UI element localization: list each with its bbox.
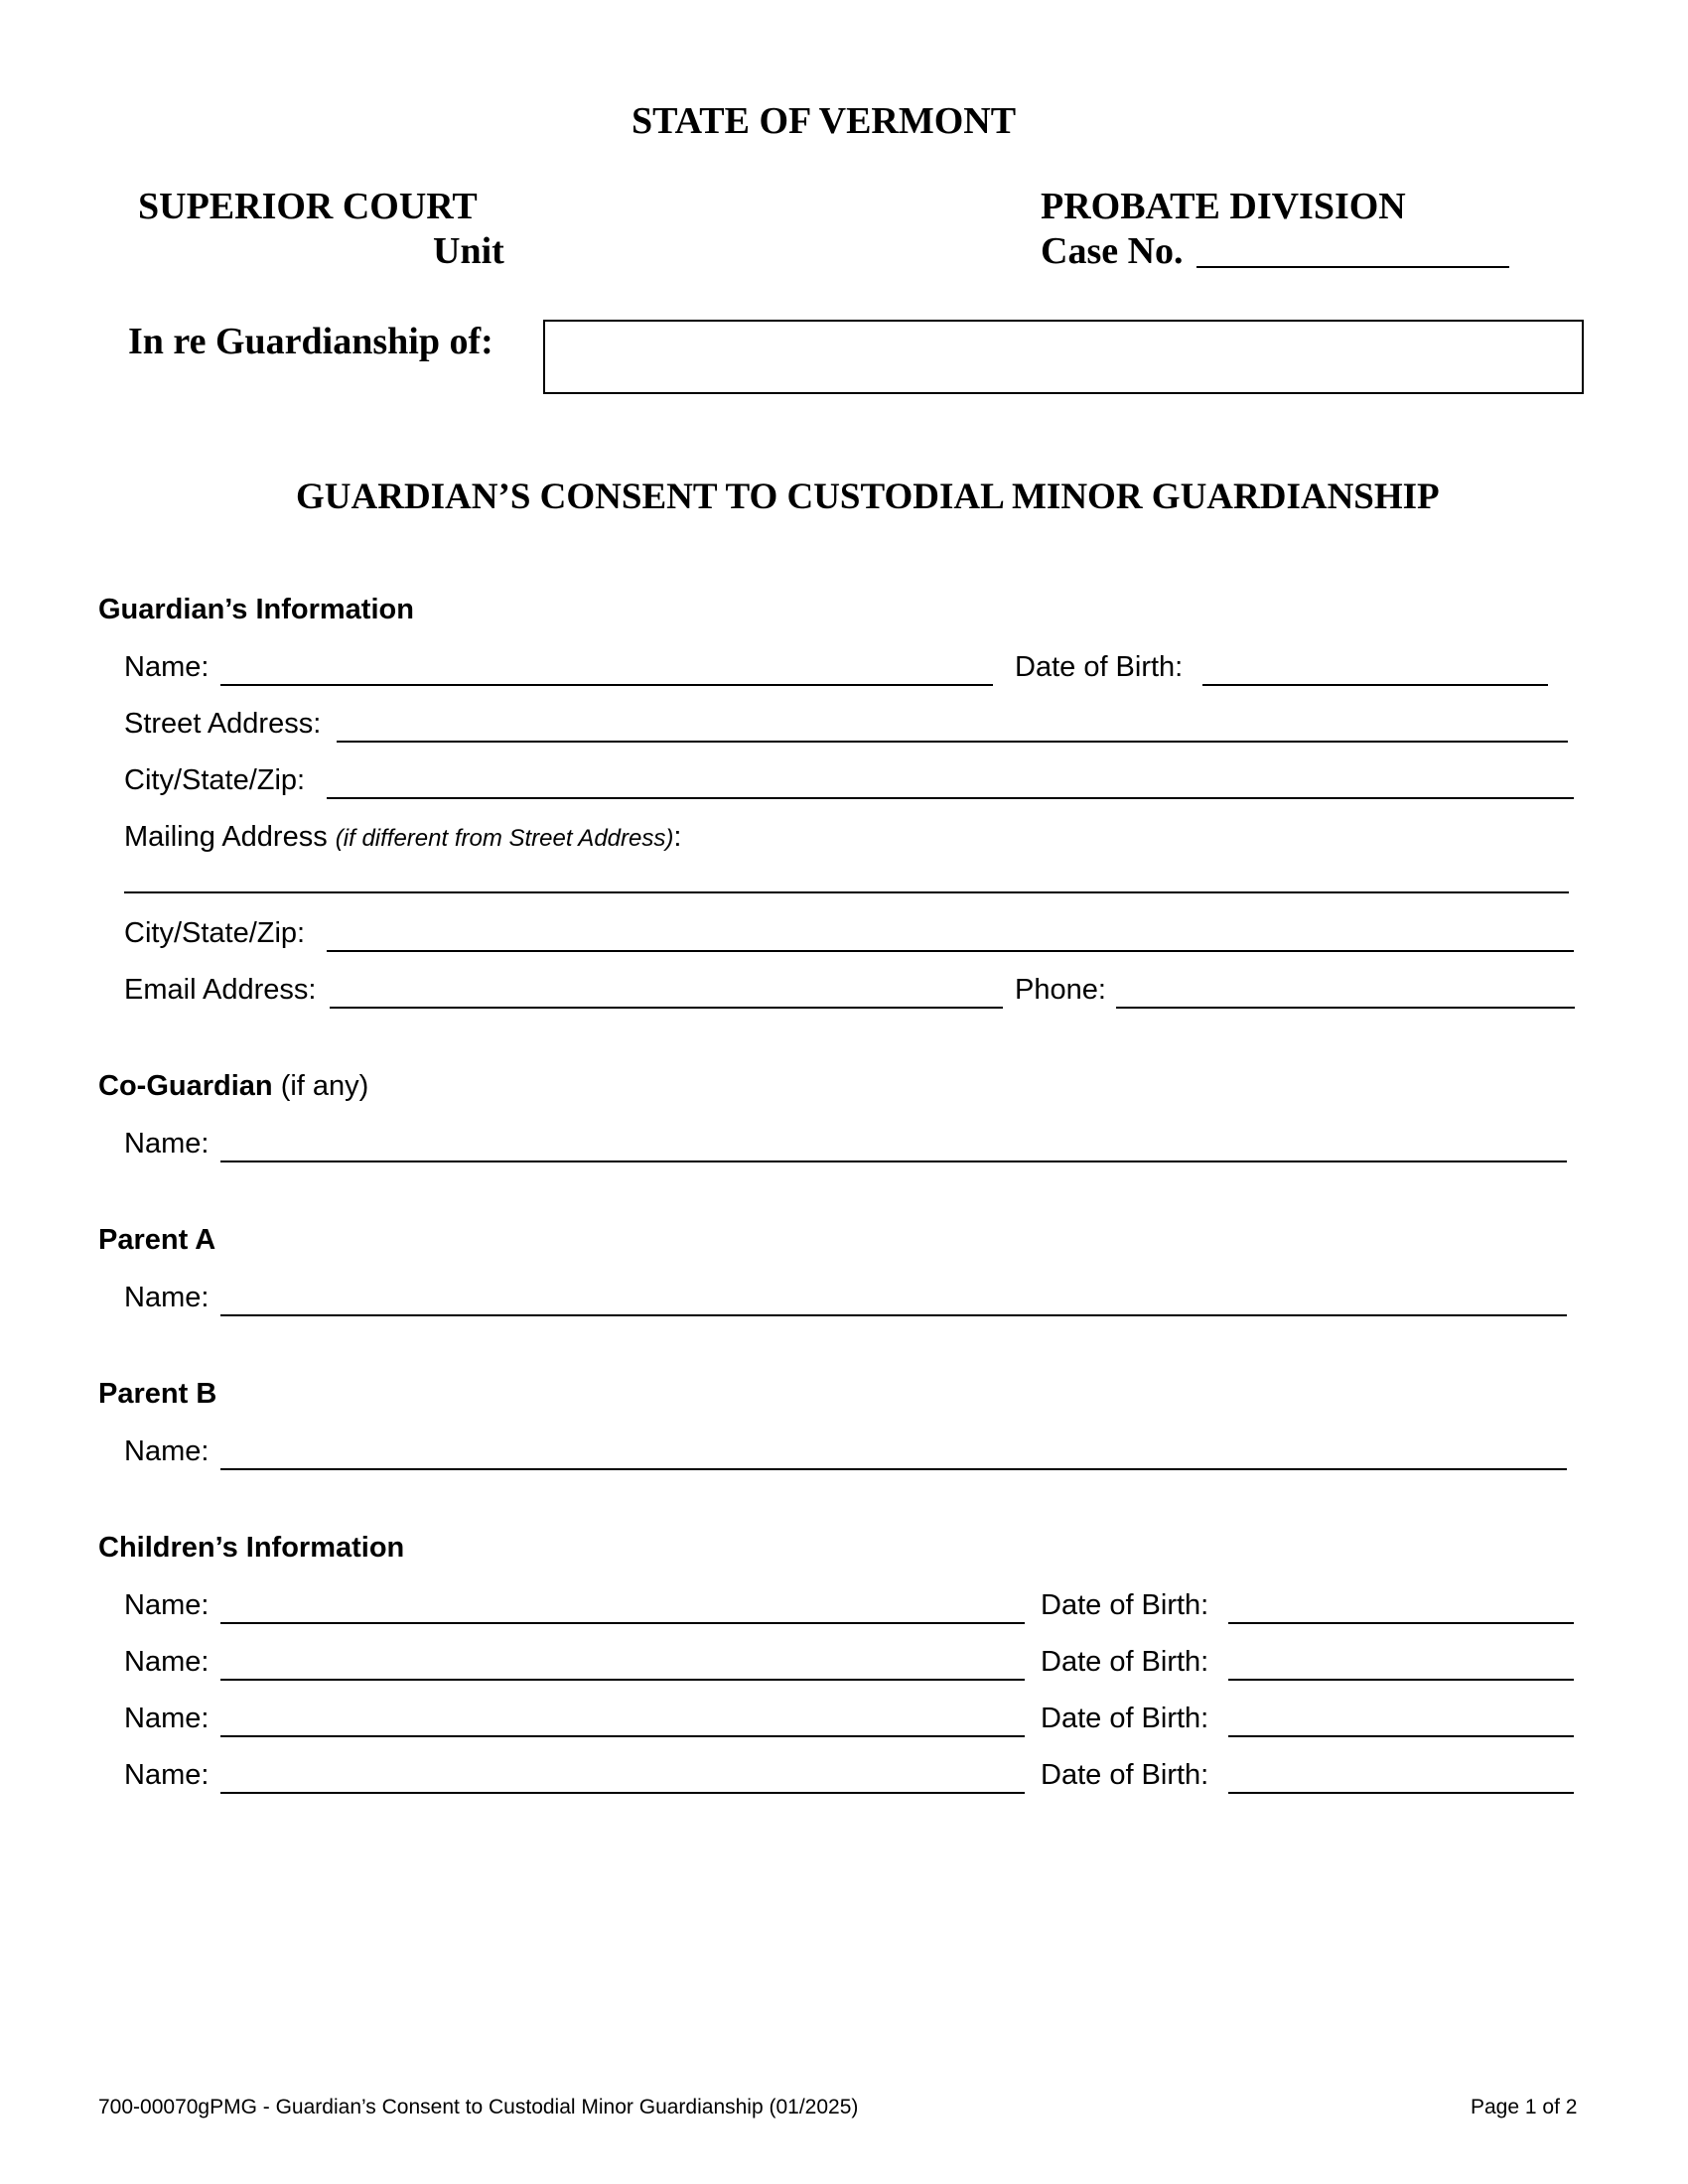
child-name-label: Name:	[124, 1646, 210, 1678]
phone-label: Phone:	[1015, 974, 1106, 1006]
form-id-footer: 700-00070gPMG - Guardian’s Consent to Custodial Minor Guardianship (01/2025)	[98, 2096, 859, 2118]
child-name-field[interactable]	[220, 1792, 1025, 1794]
child-dob-label: Date of Birth:	[1041, 1589, 1209, 1621]
mailing-address-colon: :	[673, 821, 682, 853]
mailing-address-text: Mailing Address	[124, 821, 328, 853]
case-no-field[interactable]	[1196, 266, 1509, 268]
guardian-name-field[interactable]	[220, 684, 993, 686]
parent-b-name-field[interactable]	[220, 1468, 1567, 1470]
child-name-label: Name:	[124, 1589, 210, 1621]
mailing-city-state-zip-field[interactable]	[327, 950, 1574, 952]
case-no-label: Case No.	[1041, 230, 1184, 272]
mailing-address-field[interactable]	[124, 891, 1569, 893]
phone-field[interactable]	[1116, 1007, 1575, 1009]
child-name-label: Name:	[124, 1703, 210, 1734]
child-dob-field[interactable]	[1228, 1735, 1574, 1737]
co-guardian-name-field[interactable]	[220, 1160, 1567, 1162]
city-state-zip-field[interactable]	[327, 797, 1574, 799]
mailing-city-state-zip-label: City/State/Zip:	[124, 917, 306, 949]
child-name-field[interactable]	[220, 1735, 1025, 1737]
street-address-field[interactable]	[337, 741, 1568, 743]
child-dob-label: Date of Birth:	[1041, 1759, 1209, 1791]
state-heading: STATE OF VERMONT	[632, 100, 1017, 142]
parent-a-name-label: Name:	[124, 1282, 210, 1313]
ward-name-field[interactable]	[543, 320, 1584, 394]
parent-a-heading: Parent A	[98, 1224, 216, 1256]
email-address-label: Email Address:	[124, 974, 317, 1006]
unit-label: Unit	[433, 230, 504, 272]
co-guardian-heading	[98, 1070, 368, 1103]
child-dob-field[interactable]	[1228, 1792, 1574, 1794]
city-state-zip-label: City/State/Zip:	[124, 764, 306, 796]
court-heading: SUPERIOR COURT	[138, 186, 478, 227]
child-dob-label: Date of Birth:	[1041, 1703, 1209, 1734]
page-number: Page 1 of 2	[1471, 2096, 1578, 2118]
child-dob-field[interactable]	[1228, 1679, 1574, 1681]
parent-b-name-label: Name:	[124, 1435, 210, 1467]
parent-a-name-field[interactable]	[220, 1314, 1567, 1316]
division-heading: PROBATE DIVISION	[1041, 186, 1406, 227]
co-guardian-note: (if any)	[280, 1070, 369, 1102]
child-dob-label: Date of Birth:	[1041, 1646, 1209, 1678]
form-title: GUARDIAN’S CONSENT TO CUSTODIAL MINOR GUARDIANSHIP	[296, 477, 1440, 517]
email-address-field[interactable]	[330, 1007, 1003, 1009]
in-re-label: In re Guardianship of:	[128, 321, 493, 362]
street-address-label: Street Address:	[124, 708, 322, 740]
mailing-address-note: (if different from Street Address)	[335, 825, 674, 852]
co-guardian-name-label: Name:	[124, 1128, 210, 1160]
parent-b-heading: Parent B	[98, 1378, 217, 1410]
children-section-heading: Children’s Information	[98, 1532, 405, 1564]
child-dob-field[interactable]	[1228, 1622, 1574, 1624]
mailing-address-label	[124, 821, 681, 854]
guardian-section-heading: Guardian’s Information	[98, 594, 414, 625]
guardian-name-label: Name:	[124, 651, 210, 683]
guardian-dob-label: Date of Birth:	[1015, 651, 1184, 683]
guardian-dob-field[interactable]	[1202, 684, 1548, 686]
child-name-field[interactable]	[220, 1622, 1025, 1624]
child-name-field[interactable]	[220, 1679, 1025, 1681]
co-guardian-heading-text: Co-Guardian	[98, 1070, 273, 1102]
child-name-label: Name:	[124, 1759, 210, 1791]
